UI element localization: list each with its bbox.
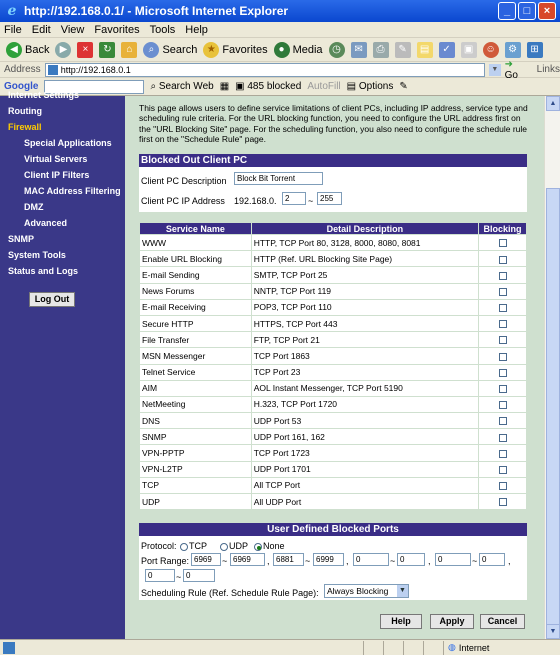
blocking-checkbox[interactable] [499,385,507,393]
service-name: MSN Messenger [140,348,252,364]
scroll-up-icon[interactable]: ▲ [546,96,560,111]
table-row [140,429,527,445]
print-icon[interactable]: ⎙ [373,42,389,58]
client-pc-heading: Blocked Out Client PC [139,154,527,167]
menu-file[interactable]: File [4,23,22,36]
search-web-button[interactable]: ⌕ Search Web [150,81,214,92]
service-desc: NNTP, TCP Port 119 [251,283,478,299]
service-name: E-mail Receiving [140,299,252,315]
logout-button[interactable]: Log Out [29,292,75,307]
services-table [139,222,527,510]
client-ip-label: Client PC IP Address [141,196,225,206]
zone-indicator: ◍ Internet [443,641,543,655]
service-name: E-mail Sending [140,267,252,283]
globe-icon: ◍ [448,642,456,652]
port-range-4-from[interactable]: 0 [435,553,471,566]
window-titlebar [0,0,560,22]
page-content [0,90,560,639]
help-button[interactable]: Help [380,614,422,629]
table-row [140,251,527,267]
service-desc: All TCP Port [251,477,478,493]
messenger-icon[interactable]: ☺ [483,42,499,58]
star-icon: ★ [203,42,219,58]
range-comma: , [267,556,270,566]
col-blocking: Blocking [479,223,527,235]
service-desc: All UDP Port [251,494,478,510]
edit-icon[interactable]: ✎ [395,42,411,58]
address-dropdown-icon[interactable]: ▼ [489,64,501,76]
close-button[interactable]: × [538,2,556,20]
port-range-5-from[interactable]: 0 [145,569,175,582]
scroll-thumb[interactable] [546,188,560,628]
table-row [140,494,527,510]
scheduling-rule-select[interactable] [324,584,409,598]
options-button[interactable]: ▤ Options [346,81,394,92]
service-desc: H.323, TCP Port 1720 [251,396,478,412]
tools-icon[interactable]: ⚙ [505,42,521,58]
client-desc-label: Client PC Description [141,176,227,186]
sidebar-item-client-ip-filters[interactable]: Client IP Filters [24,170,90,180]
table-row [140,396,527,412]
client-ip-from-input[interactable]: 2 [282,192,306,205]
sidebar-item-mac-address-filtering[interactable]: MAC Address Filtering [24,186,121,196]
service-desc: UDP Port 161, 162 [251,429,478,445]
table-row [140,315,527,331]
blocking-checkbox[interactable] [499,272,507,280]
range-tilde: ~ [176,572,182,582]
blocked-icon: ▣ [235,81,245,92]
service-desc: TCP Port 23 [251,364,478,380]
media-button[interactable]: ● Media [274,42,323,58]
table-row [140,267,527,283]
pencil-icon[interactable]: ✎ [399,81,408,92]
page-status-icon [3,642,15,654]
sidebar-item-routing[interactable]: Routing [8,106,42,116]
address-label: Address [4,64,41,75]
port-range-4-to[interactable]: 0 [479,553,505,566]
intro-text: This page allows users to define service limitations of client PCs, including IP address, service type and scheduling rule criteria. For the URL blocking function, you need to configure the URL address first on the "URL Blocking Site" page. For the scheduling function, you also need to configure the schedule rule first on the "Schedule Rule" page. [139,103,528,145]
menu-edit[interactable]: Edit [31,23,51,36]
user-ports-heading: User Defined Blocked Ports [139,523,527,536]
table-row [140,235,527,251]
vertical-scrollbar[interactable] [544,96,560,639]
menu-bar [0,22,560,38]
service-name: Secure HTTP [140,315,252,331]
status-bar [0,639,560,655]
scheduling-rule-value: Always Blocking [327,586,389,596]
sidebar-item-status-and-logs[interactable]: Status and Logs [8,266,79,276]
ie-logo-icon: e [7,3,17,19]
back-arrow-icon: ◀ [6,42,22,58]
table-row [140,364,527,380]
service-name: Telnet Service [140,364,252,380]
service-desc: UDP Port 1701 [251,461,478,477]
range-tilde: ~ [305,556,311,566]
mail-icon[interactable]: ✉ [351,42,367,58]
pagerank-icon[interactable]: ▦ [219,81,230,92]
table-row [140,477,527,493]
spell-check-icon[interactable]: ✓ [439,42,455,58]
range-tilde: ~ [472,556,478,566]
service-name: File Transfer [140,332,252,348]
udp-radio[interactable] [220,543,228,551]
service-desc: HTTP (Ref. URL Blocking Site Page) [251,251,478,267]
port-range-2-to[interactable]: 6999 [313,553,344,566]
refresh-icon[interactable]: ↻ [99,42,115,58]
research-icon[interactable]: ▣ [461,42,477,58]
range-comma: , [428,556,431,566]
sidebar-item-dmz[interactable]: DMZ [24,202,44,212]
service-desc: TCP Port 1723 [251,445,478,461]
media-icon: ● [274,42,290,58]
windows-icon[interactable]: ⊞ [527,42,543,58]
col-detail-description: Detail Description [251,223,478,235]
minimize-button[interactable]: _ [498,2,516,20]
cancel-button[interactable]: Cancel [480,614,525,629]
table-row [140,445,527,461]
port-range-1-from[interactable]: 6969 [191,553,221,566]
sidebar-item-special-applications[interactable]: Special Applications [24,138,112,148]
blocking-checkbox[interactable] [499,320,507,328]
range-comma: , [346,556,349,566]
maximize-button[interactable]: □ [518,2,536,20]
favorites-button[interactable]: ★ Favorites [203,42,267,58]
sidebar-item-snmp[interactable]: SNMP [8,234,35,244]
google-logo[interactable]: Google [4,81,39,92]
service-name: SNMP [140,429,252,445]
service-name: DNS [140,413,252,429]
chevron-down-icon: ▼ [397,585,408,597]
menu-help[interactable]: Help [185,23,208,36]
forward-arrow-icon[interactable]: ▶ [55,42,71,58]
main-panel [125,96,544,639]
table-row [140,461,527,477]
service-desc: FTP, TCP Port 21 [251,332,478,348]
blocking-checkbox[interactable] [499,417,507,425]
service-name: TCP [140,477,252,493]
blocking-checkbox[interactable] [499,239,507,247]
range-comma: , [508,556,511,566]
sidebar-item-internet-settings[interactable]: Internet Settings [8,90,80,100]
blocking-checkbox[interactable] [499,434,507,442]
port-range-3-from[interactable]: 0 [353,553,389,566]
go-button[interactable]: ➜ Go [504,58,518,81]
history-icon[interactable]: ◷ [329,42,345,58]
home-icon[interactable]: ⌂ [121,42,137,58]
table-row [140,380,527,396]
protocol-option-udp[interactable]: UDP [220,541,248,551]
service-name: UDP [140,494,252,510]
sidebar [0,90,125,639]
port-range-5-to[interactable]: 0 [183,569,215,582]
autofill-button[interactable]: AutoFill [307,81,341,92]
blocking-checkbox[interactable] [499,353,507,361]
table-row [140,332,527,348]
page-icon [48,65,58,75]
blocking-checkbox[interactable] [499,482,507,490]
blocking-checkbox[interactable] [499,304,507,312]
browser-toolbar [0,38,560,62]
service-desc: AOL Instant Messenger, TCP Port 5190 [251,380,478,396]
service-name: VPN-L2TP [140,461,252,477]
col-service-name: Service Name [140,223,252,235]
google-toolbar [0,78,560,96]
scheduling-rule-label: Scheduling Rule (Ref. Schedule Rule Page): [141,588,319,598]
address-bar [0,58,560,81]
sidebar-item-firewall[interactable]: Firewall [8,122,42,132]
apply-button[interactable]: Apply [430,614,474,629]
service-desc: HTTPS, TCP Port 443 [251,315,478,331]
table-row [140,348,527,364]
range-tilde: ~ [222,556,228,566]
popup-blocker-button[interactable]: ▣ 485 blocked [235,81,302,92]
blocking-checkbox[interactable] [499,336,507,344]
port-range-label: Port Range: [141,556,190,566]
sidebar-item-virtual-servers[interactable]: Virtual Servers [24,154,88,164]
blocking-checkbox[interactable] [499,450,507,458]
table-row [140,283,527,299]
service-desc: TCP Port 1863 [251,348,478,364]
service-name: AIM [140,380,252,396]
discuss-icon[interactable]: ▤ [417,42,433,58]
stop-icon[interactable]: × [77,42,93,58]
port-range-3-to[interactable]: 0 [397,553,425,566]
service-desc: HTTP, TCP Port 80, 3128, 8000, 8080, 8081 [251,235,478,251]
blocking-checkbox[interactable] [499,498,507,506]
client-ip-to-input[interactable]: 255 [317,192,342,205]
menu-tools[interactable]: Tools [149,23,176,36]
port-range-2-from[interactable]: 6881 [273,553,304,566]
blocking-checkbox[interactable] [499,401,507,409]
menu-favorites[interactable]: Favorites [94,23,140,36]
port-range-1-to[interactable]: 6969 [230,553,265,566]
links-button[interactable]: Links [536,64,560,75]
table-row [140,413,527,429]
protocol-label: Protocol: [141,541,177,551]
blocking-checkbox[interactable] [499,466,507,474]
blocking-checkbox[interactable] [499,288,507,296]
blocking-checkbox[interactable] [499,256,507,264]
service-name: News Forums [140,283,252,299]
blocking-checkbox[interactable] [499,369,507,377]
go-arrow-icon: ➜ [504,58,514,70]
back-button[interactable]: ◀ Back [6,42,49,58]
menu-view[interactable]: View [60,23,85,36]
scroll-down-icon[interactable]: ▼ [546,624,560,639]
service-desc: POP3, TCP Port 110 [251,299,478,315]
client-desc-input[interactable]: Block Bit Torrent [234,172,323,185]
search-icon: ⌕ [150,81,157,92]
service-name: VPN-PPTP [140,445,252,461]
search-icon: ⌕ [143,42,159,58]
none-radio[interactable] [254,543,262,551]
service-name: Enable URL Blocking [140,251,252,267]
service-desc: UDP Port 53 [251,413,478,429]
sidebar-item-system-tools[interactable]: System Tools [8,250,66,260]
range-tilde: ~ [390,556,396,566]
options-icon: ▤ [346,81,357,92]
protocol-option-tcp[interactable]: TCP [180,541,207,551]
address-url: http://192.168.0.1 [60,64,131,75]
service-name: WWW [140,235,252,251]
service-name: NetMeeting [140,396,252,412]
client-ip-prefix: 192.168.0. [234,196,277,206]
address-input[interactable] [45,63,485,77]
client-ip-tilde: ~ [308,196,314,206]
service-desc: SMTP, TCP Port 25 [251,267,478,283]
window-title: http://192.168.0.1/ - Microsoft Internet Explorer [24,4,289,18]
sidebar-item-advanced[interactable]: Advanced [24,218,68,228]
table-row [140,299,527,315]
protocol-option-none[interactable]: None [254,541,285,551]
search-button[interactable]: ⌕ Search [143,42,197,58]
tcp-radio[interactable] [180,543,188,551]
